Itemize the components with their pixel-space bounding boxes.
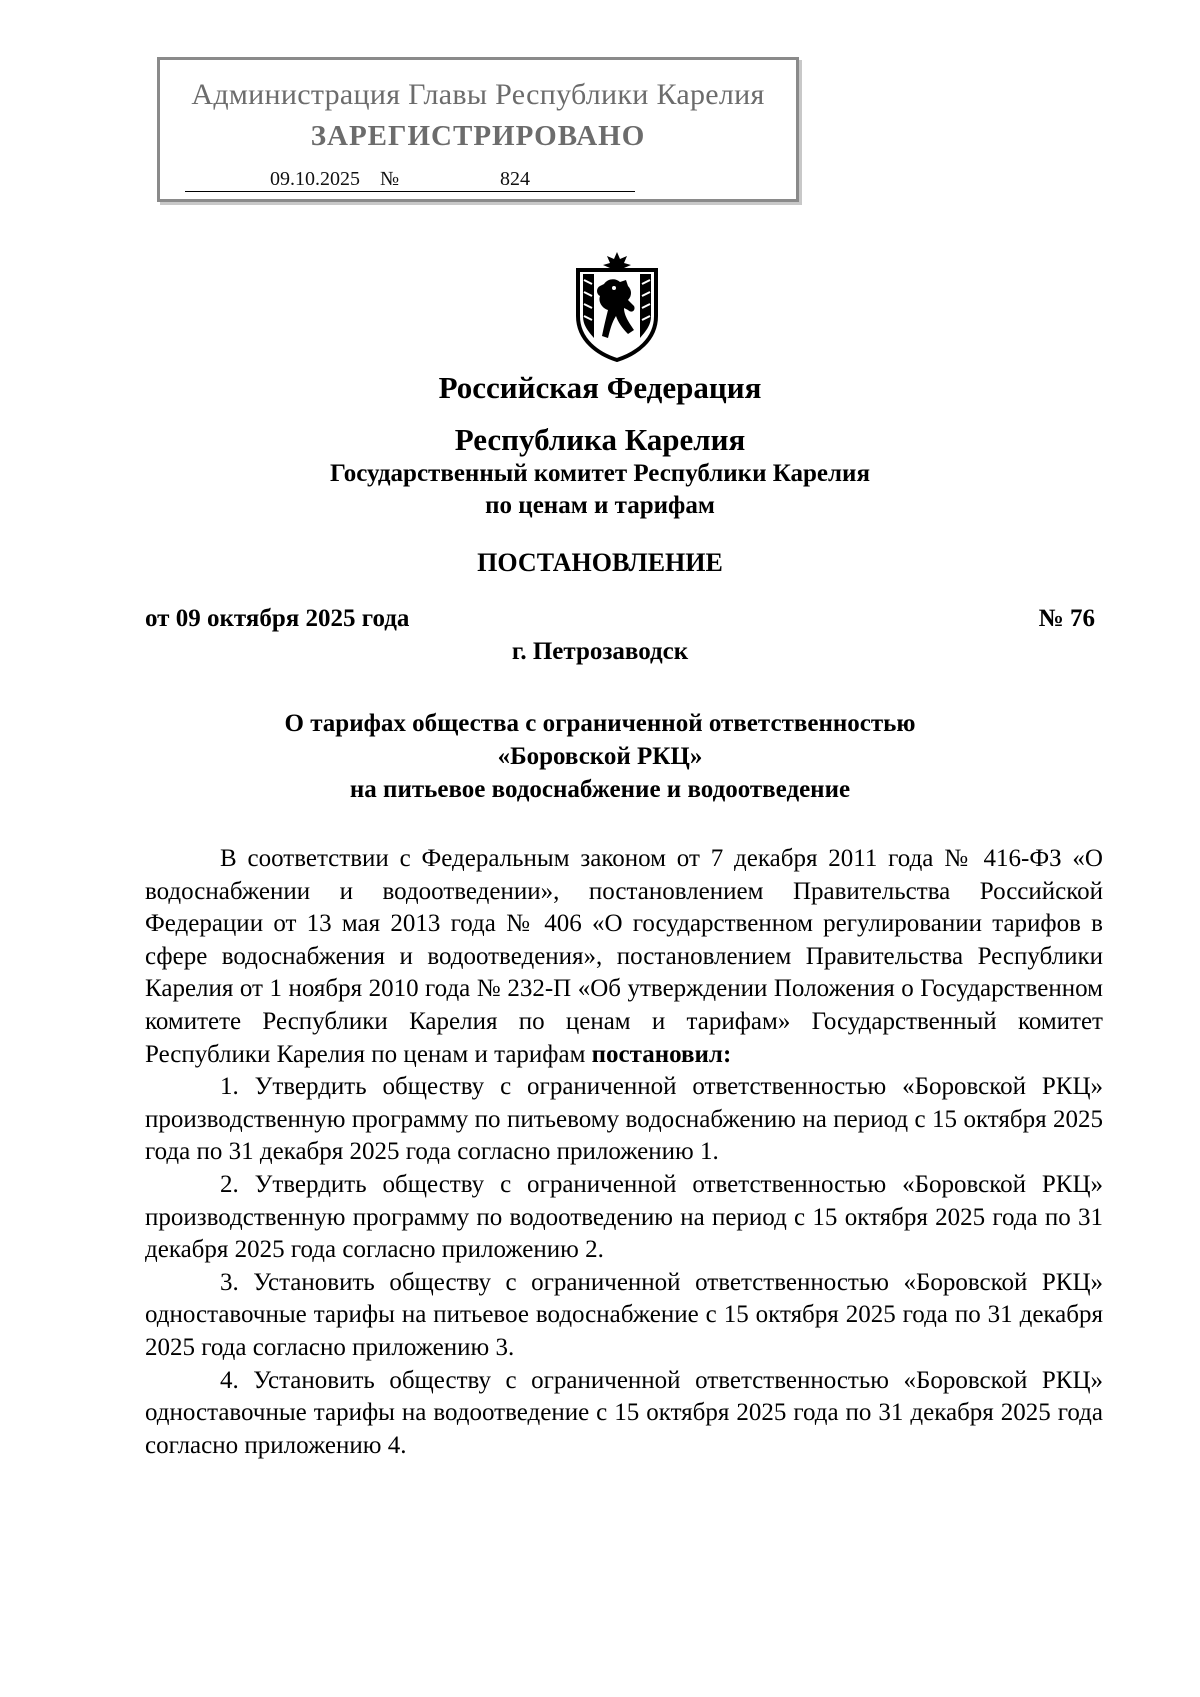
document-title-line1: О тарифах общества с ограниченной ответственностью [284,710,916,737]
karelia-coat-of-arms-icon [570,250,664,362]
clause-1: 1. Утвердить обществу с ограниченной ответственностью «Боровской РКЦ» производственную программу по питьевому водоснабжению на период с 15 октября 2025 года по 31 декабря 2025 года согласно приложению 1. [145,1073,1103,1166]
stamp-registration-row [185,168,635,192]
clause-4: 4. Установить обществу с ограниченной ответственностью «Боровской РКЦ» одноставочные тарифы на водоотведение с 15 октября 2025 года по 31 декабря 2025 года согласно приложению 4. [145,1366,1103,1459]
stamp-authority: Администрация Главы Республики Карелия [191,78,765,111]
stamp-number: 824 [410,168,635,192]
preamble-text: В соответствии с Федеральным законом от 7 декабря 2011 года № 416-ФЗ «О водоснабжении и водоотведении», постановлением Правительства Российской Федерации от 13 мая 2013 года № 406 «О государственном регулировании тарифов в сфере водоснабжения и водоотведения», постановлением Правительства Республики Карелия от 1 ноября 2010 года № 232-П «Об утверждении Положения о Государственном комитете Республики Карелия по ценам и тарифам» Государственный комитет Республики Карелия по ценам и тарифам [145,845,1103,1068]
document-title-line2: «Боровской РКЦ» [497,743,703,770]
decree-number: № 76 [1038,605,1095,632]
decree-date: от 09 октября 2025 года [145,605,410,632]
preamble-resolved: постановил: [591,1040,732,1068]
header-committee-line2: по ценам и тарифам [485,492,715,519]
decree-city: г. Петрозаводск [511,638,689,665]
header-committee-line1: Государственный комитет Республики Карелия [330,460,870,487]
stamp-date: 09.10.2025 [185,168,380,192]
stamp-status: ЗАРЕГИСТРИРОВАНО [310,120,646,152]
document-type: ПОСТАНОВЛЕНИЕ [477,548,723,577]
clause-3: 3. Установить обществу с ограниченной ответственностью «Боровской РКЦ» одноставочные тарифы на питьевое водоснабжение с 15 октября 2025 года по 31 декабря 2025 года согласно приложению 3. [145,1268,1103,1361]
clause-2: 2. Утвердить обществу с ограниченной ответственностью «Боровской РКЦ» производственную программу по водоотведению на период с 15 октября 2025 года по 31 декабря 2025 года согласно приложению 2. [145,1170,1103,1264]
registration-stamp [157,57,799,202]
document-title-line3: на питьевое водоснабжение и водоотведение [349,776,851,803]
header-republic: Республика Карелия [454,422,746,457]
header-federation: Российская Федерация [438,370,762,405]
stamp-number-sign: № [380,168,410,192]
preamble-paragraph [145,843,1103,1071]
document-body [145,843,1103,1462]
